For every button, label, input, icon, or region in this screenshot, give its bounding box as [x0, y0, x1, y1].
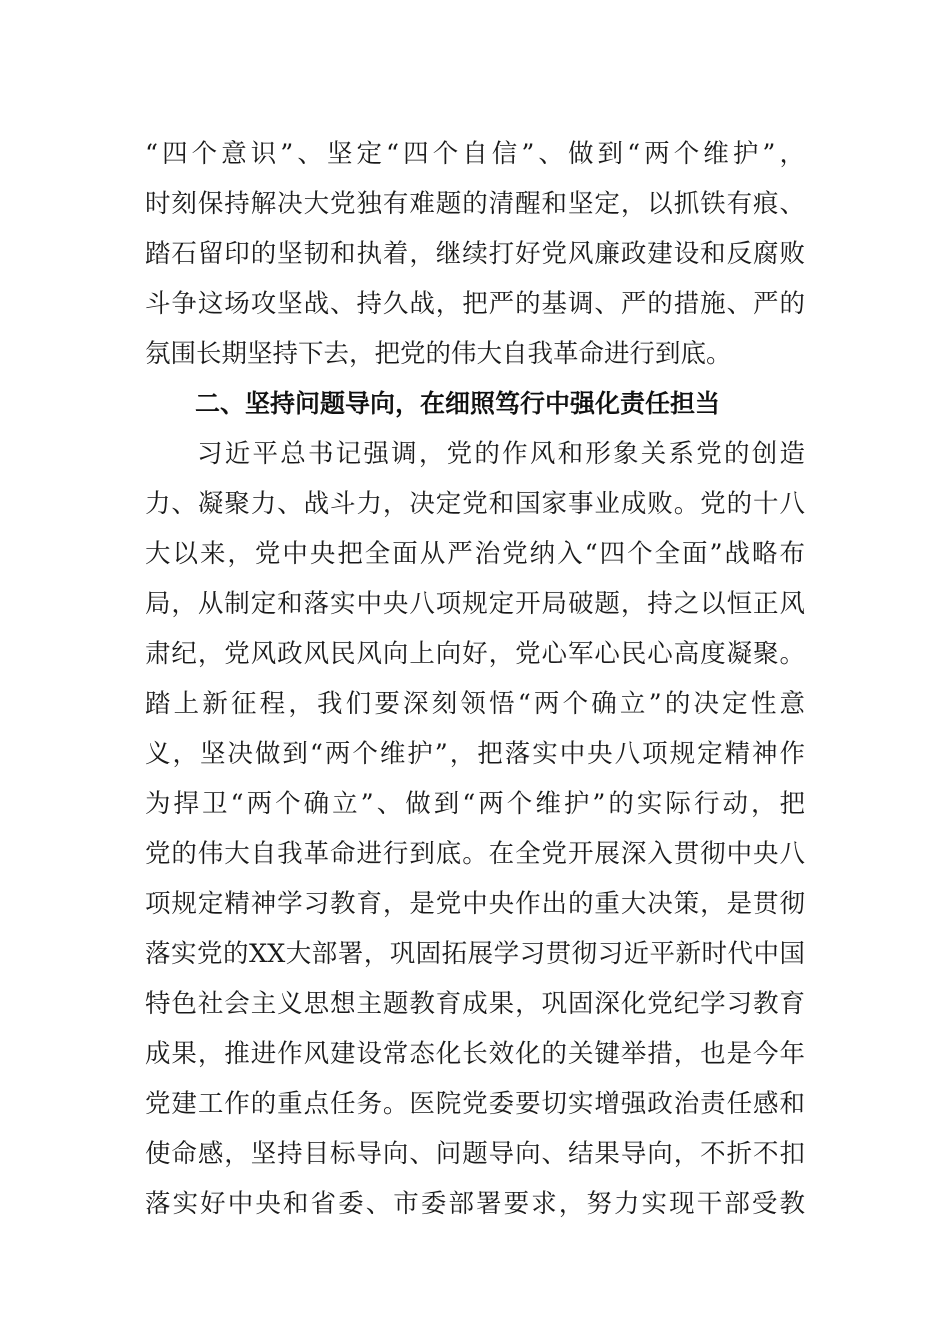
body-text-line: 特色社会主义思想主题教育成果，巩固深化党纪学习教育 — [145, 989, 805, 1019]
body-text-line: 肃纪，党风政风民风向上向好，党心军心民心高度凝聚。 — [145, 639, 805, 669]
body-text-line: 为捍卫“两个确立”、做到“两个维护”的实际行动，把 — [145, 789, 805, 819]
body-text-line: 氛围长期坚持下去，把党的伟大自我革命进行到底。 — [145, 339, 732, 369]
body-text-line: 使命感，坚持目标导向、问题导向、结果导向，不折不扣 — [145, 1139, 805, 1169]
body-text-line: “四个意识”、坚定“四个自信”、做到“两个维护”， — [145, 139, 805, 169]
body-text-line: 力、凝聚力、战斗力，决定党和国家事业成败。党的十八 — [145, 489, 805, 519]
body-text-line: 义，坚决做到“两个维护”，把落实中央八项规定精神作 — [145, 739, 805, 769]
body-text-line: 成果，推进作风建设常态化长效化的关键举措，也是今年 — [145, 1039, 805, 1069]
body-text-line: 斗争这场攻坚战、持久战，把严的基调、严的措施、严的 — [145, 289, 805, 319]
body-text-line: 党建工作的重点任务。医院党委要切实增强政治责任感和 — [145, 1089, 805, 1119]
body-text-line: 习近平总书记强调，党的作风和形象关系党的创造 — [197, 439, 805, 469]
body-text-line: 党的伟大自我革命进行到底。在全党开展深入贯彻中央八 — [145, 839, 805, 869]
body-text-line: 踏石留印的坚韧和执着，继续打好党风廉政建设和反腐败 — [145, 239, 805, 269]
body-text-line: 大以来，党中央把全面从严治党纳入“四个全面”战略布 — [145, 539, 805, 569]
body-text-line: 落实党的XX大部署，巩固拓展学习贯彻习近平新时代中国 — [145, 939, 805, 969]
body-text-line: 时刻保持解决大党独有难题的清醒和坚定，以抓铁有痕、 — [145, 189, 805, 219]
body-text-line: 落实好中央和省委、市委部署要求，努力实现干部受教 — [145, 1189, 805, 1219]
body-text-line: 项规定精神学习教育，是党中央作出的重大决策，是贯彻 — [145, 889, 805, 919]
body-text-line: 踏上新征程，我们要深刻领悟“两个确立”的决定性意 — [145, 689, 805, 719]
body-text-line: 局，从制定和落实中央八项规定开局破题，持之以恒正风 — [145, 589, 805, 619]
section-heading: 二、坚持问题导向，在细照笃行中强化责任担当 — [195, 389, 721, 418]
